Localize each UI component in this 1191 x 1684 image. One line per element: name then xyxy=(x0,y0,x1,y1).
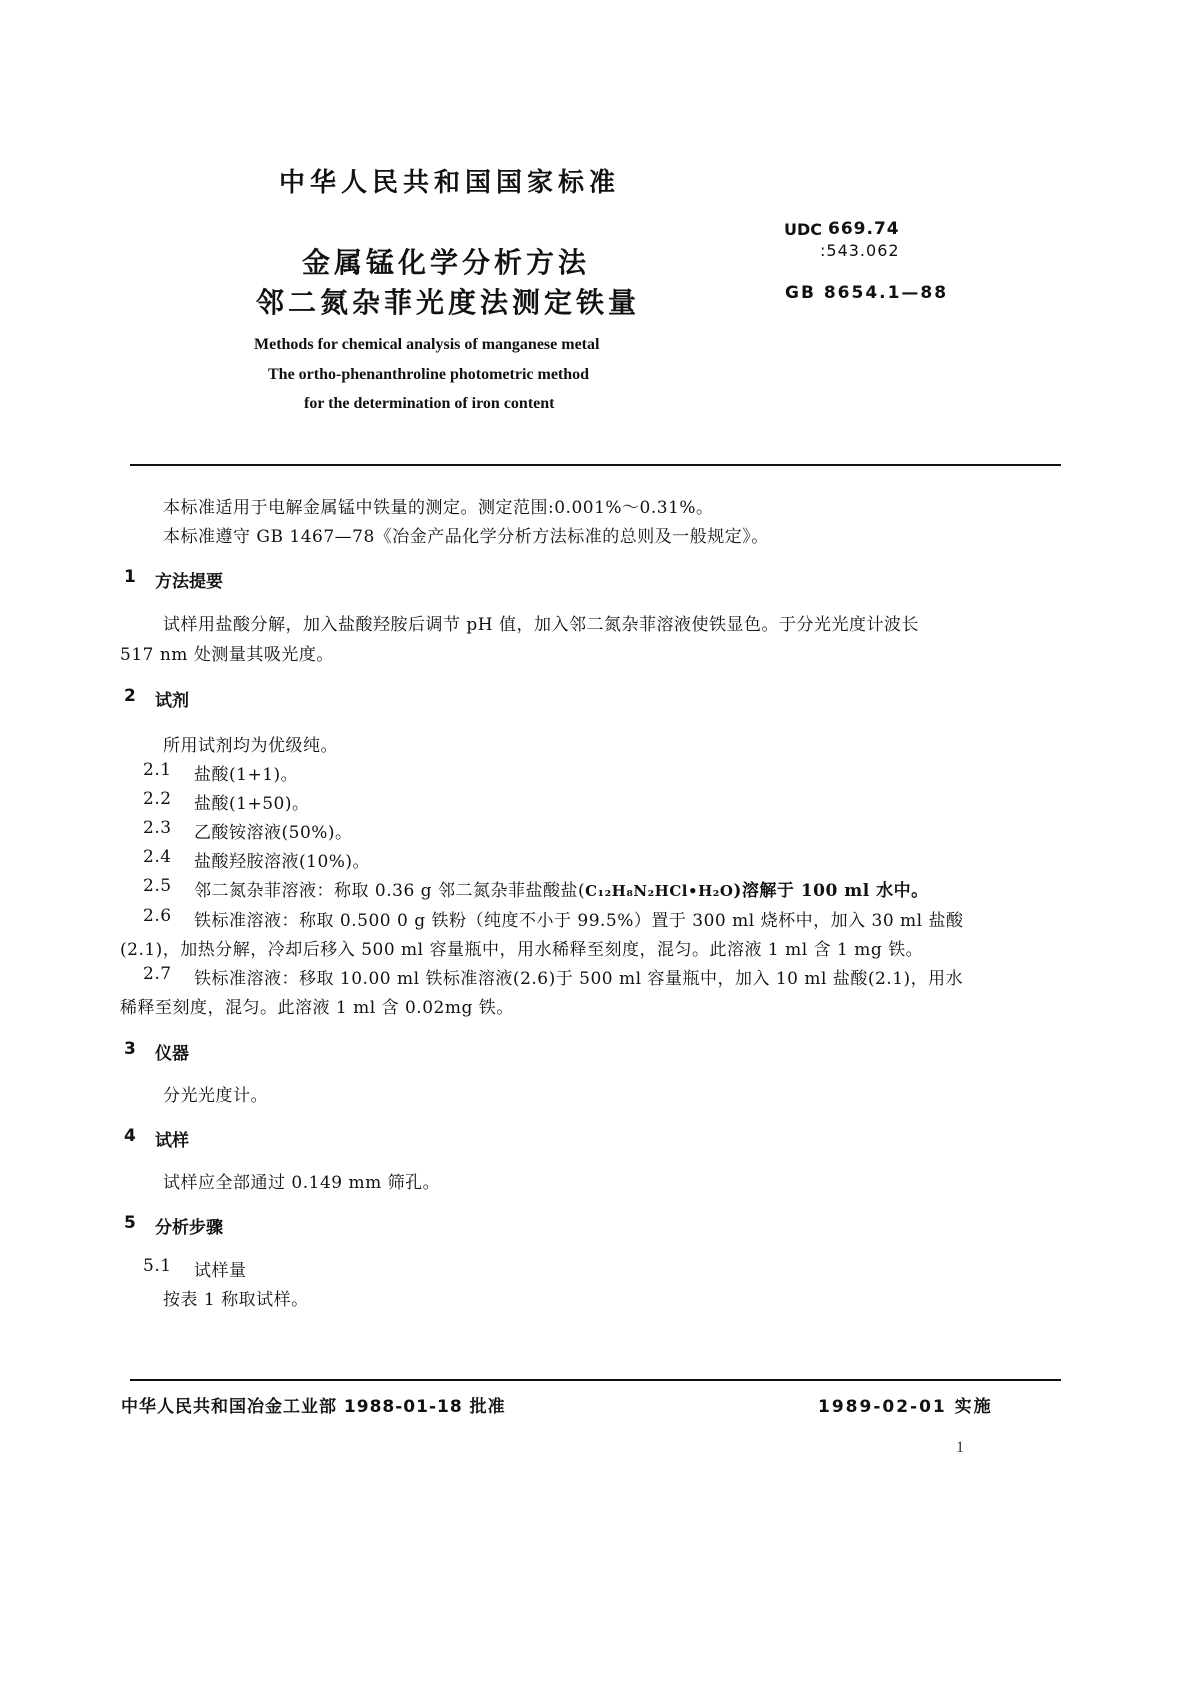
item-2-2-number: 2.2 xyxy=(143,789,172,809)
udc-line1: 669.74 xyxy=(828,219,900,239)
item-2-5-number: 2.5 xyxy=(143,876,172,896)
item-2-3-text: 乙酸铵溶液(50%)。 xyxy=(194,823,353,843)
national-standard-title: 中华人民共和国国家标准 xyxy=(279,168,621,198)
section-5-1-text: 按表 1 称取试样。 xyxy=(163,1290,309,1310)
footer-effective-date: 1989-02-01 实施 xyxy=(818,1397,993,1417)
section-4-number: 4 xyxy=(124,1126,136,1146)
item-2-7-line1: 铁标准溶液：移取 10.00 ml 铁标准溶液(2.6)于 500 ml 容量瓶中，加入 10 ml 盐酸(2.1)，用水 xyxy=(194,969,964,989)
section-2-title: 试剂 xyxy=(155,691,189,711)
page-number: 1 xyxy=(956,1439,964,1456)
section-2-intro: 所用试剂均为优级纯。 xyxy=(163,736,338,756)
item-2-5-text-b: )溶解于 100 ml 水中。 xyxy=(733,881,929,901)
header-rule xyxy=(130,464,1061,466)
section-4-title: 试样 xyxy=(155,1131,189,1151)
intro-compliance: 本标准遵守 GB 1467—78《冶金产品化学分析方法标准的总则及一般规定》。 xyxy=(163,527,769,547)
item-2-6-line2: (2.1)，加热分解，冷却后移入 500 ml 容量瓶中，用水稀释至刻度，混匀。此溶液 1 ml 含 1 mg 铁。 xyxy=(120,940,924,960)
item-2-6-line1: 铁标准溶液：称取 0.500 0 g 铁粉（纯度不小于 99.5%）置于 300 ml 烧杯中，加入 30 ml 盐酸 xyxy=(194,911,964,931)
section-1-line1: 试样用盐酸分解，加入盐酸羟胺后调节 pH 值，加入邻二氮杂菲溶液使铁显色。于分光光度计波长 xyxy=(163,615,920,635)
item-2-5-formula: C₁₂H₈N₂HCl•H₂O xyxy=(585,882,734,900)
gb-number: GB 8654.1—88 xyxy=(785,283,949,303)
section-5-title: 分析步骤 xyxy=(155,1218,223,1238)
section-5-number: 5 xyxy=(124,1213,136,1233)
footer-rule xyxy=(130,1379,1061,1381)
section-4-text: 试样应全部通过 0.149 mm 筛孔。 xyxy=(163,1173,441,1193)
item-2-1-text: 盐酸(1+1)。 xyxy=(194,765,299,785)
title-en-line1: Methods for chemical analysis of manganese metal xyxy=(254,336,600,353)
section-1-number: 1 xyxy=(124,567,136,587)
section-3-title: 仪器 xyxy=(155,1044,189,1064)
section-3-number: 3 xyxy=(124,1039,136,1059)
title-zh-line1: 金属锰化学分析方法 xyxy=(302,246,591,279)
item-2-3-number: 2.3 xyxy=(143,818,172,838)
item-2-4-number: 2.4 xyxy=(143,847,172,867)
item-2-6-number: 2.6 xyxy=(143,906,172,926)
title-zh-line2: 邻二氮杂菲光度法测定铁量 xyxy=(256,286,641,319)
title-en-line2: The ortho-phenanthroline photometric method xyxy=(268,366,590,383)
title-en-line3: for the determination of iron content xyxy=(304,395,555,412)
footer-approval: 中华人民共和国冶金工业部 1988-01-18 批准 xyxy=(121,1397,506,1417)
udc-line2: :543.062 xyxy=(820,241,900,260)
section-2-number: 2 xyxy=(124,686,136,706)
section-3-text: 分光光度计。 xyxy=(163,1086,268,1106)
udc-label: UDC xyxy=(784,220,823,239)
item-2-5-text-a: 邻二氮杂菲溶液：称取 0.36 g 邻二氮杂菲盐酸盐( xyxy=(194,881,586,901)
item-2-7-number: 2.7 xyxy=(143,964,172,984)
section-5-1-title: 试样量 xyxy=(194,1261,247,1281)
item-2-4-text: 盐酸羟胺溶液(10%)。 xyxy=(194,852,371,872)
item-2-5-text xyxy=(194,876,929,901)
item-2-7-line2: 稀释至刻度，混匀。此溶液 1 ml 含 0.02mg 铁。 xyxy=(120,998,514,1018)
section-5-1-number: 5.1 xyxy=(143,1256,172,1276)
section-1-title: 方法提要 xyxy=(155,572,223,592)
item-2-1-number: 2.1 xyxy=(143,760,172,780)
item-2-2-text: 盐酸(1+50)。 xyxy=(194,794,310,814)
section-1-line2: 517 nm 处测量其吸光度。 xyxy=(120,645,334,665)
intro-scope: 本标准适用于电解金属锰中铁量的测定。测定范围:0.001%～0.31%。 xyxy=(163,498,714,518)
